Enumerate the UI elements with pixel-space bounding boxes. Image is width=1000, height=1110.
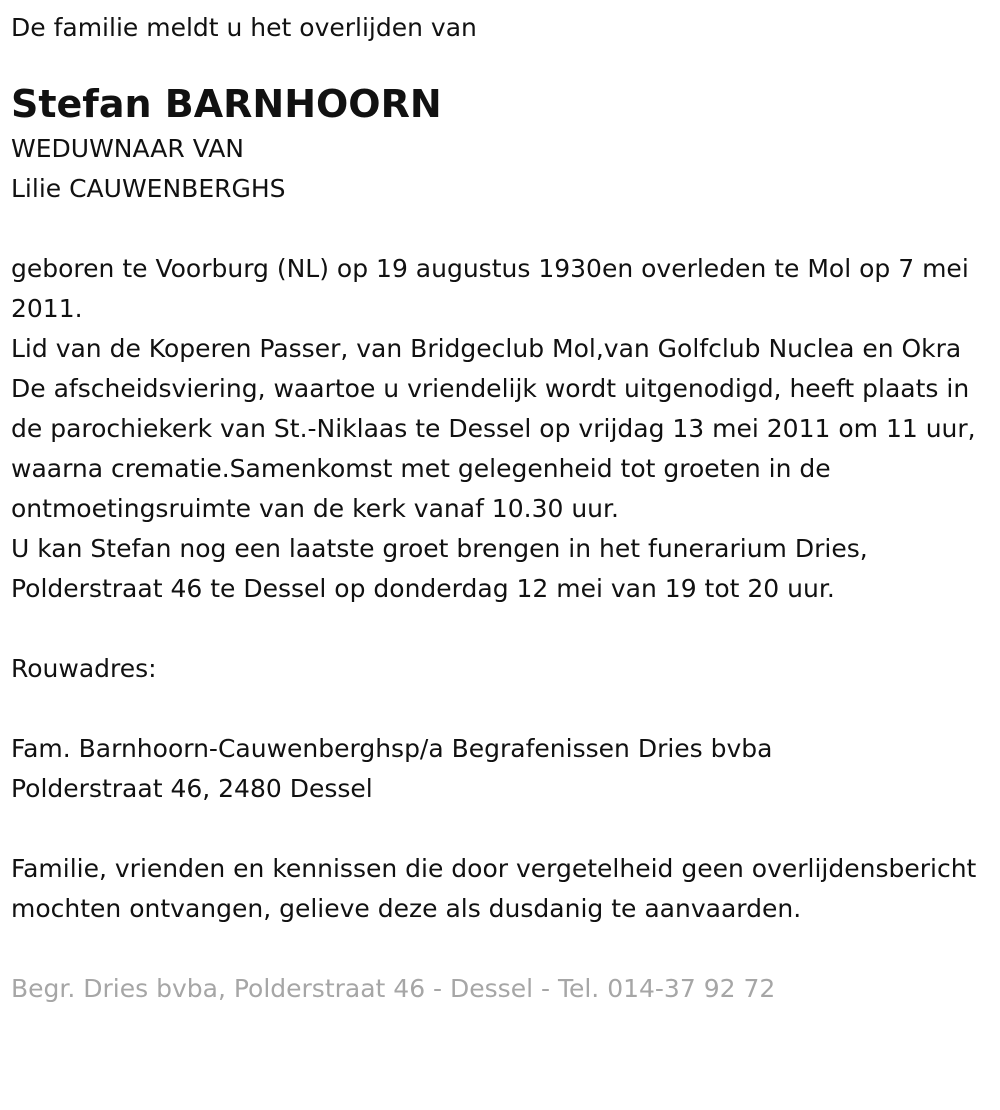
mourning-address-line1: Fam. Barnhoorn-Cauwenberghsp/a Begrafenissen Dries bvba (11, 734, 773, 763)
spouse-name: Lilie CAUWENBERGHS (11, 174, 286, 203)
mourning-address-label: Rouwadres: (11, 654, 157, 683)
ceremony-paragraph: De afscheidsviering, waartoe u vriendelijk wordt uitgenodigd, heeft plaats in de parochiekerk van St.-Niklaas te Dessel op vrijdag 13 mei 2011 om 11 uur, waarna crematie.Samenkomst met gelegenheid tot groeten in de ontmoetingsruimte van de kerk vanaf 10.30 uur. (11, 374, 976, 523)
spacer (11, 929, 980, 969)
spacer (11, 689, 980, 729)
memberships-paragraph: Lid van de Koperen Passer, van Bridgeclub Mol,van Golfclub Nuclea en Okra (11, 334, 962, 363)
birth-death-paragraph: geboren te Voorburg (NL) op 19 augustus 1930en overleden te Mol op 7 mei 2011. (11, 254, 969, 323)
deceased-name: Stefan BARNHOORN (11, 82, 442, 126)
mourning-address-line2: Polderstraat 46, 2480 Dessel (11, 774, 373, 803)
widower-label: WEDUWNAAR VAN (11, 134, 245, 163)
spacer (11, 809, 980, 849)
intro-text: De familie meldt u het overlijden van (11, 13, 477, 42)
funeral-home-footer: Begr. Dries bvba, Polderstraat 46 - Dessel - Tel. 014-37 92 72 (11, 974, 776, 1003)
spacer (11, 209, 980, 249)
closing-note: Familie, vrienden en kennissen die door vergetelheid geen overlijdensbericht mochten ontvangen, gelieve deze als dusdanig te aanvaarden. (11, 854, 977, 923)
visitation-paragraph: U kan Stefan nog een laatste groet brengen in het funerarium Dries, Polderstraat 46 te Dessel op donderdag 12 mei van 19 tot 20 uur. (11, 534, 868, 603)
spacer (11, 609, 980, 649)
